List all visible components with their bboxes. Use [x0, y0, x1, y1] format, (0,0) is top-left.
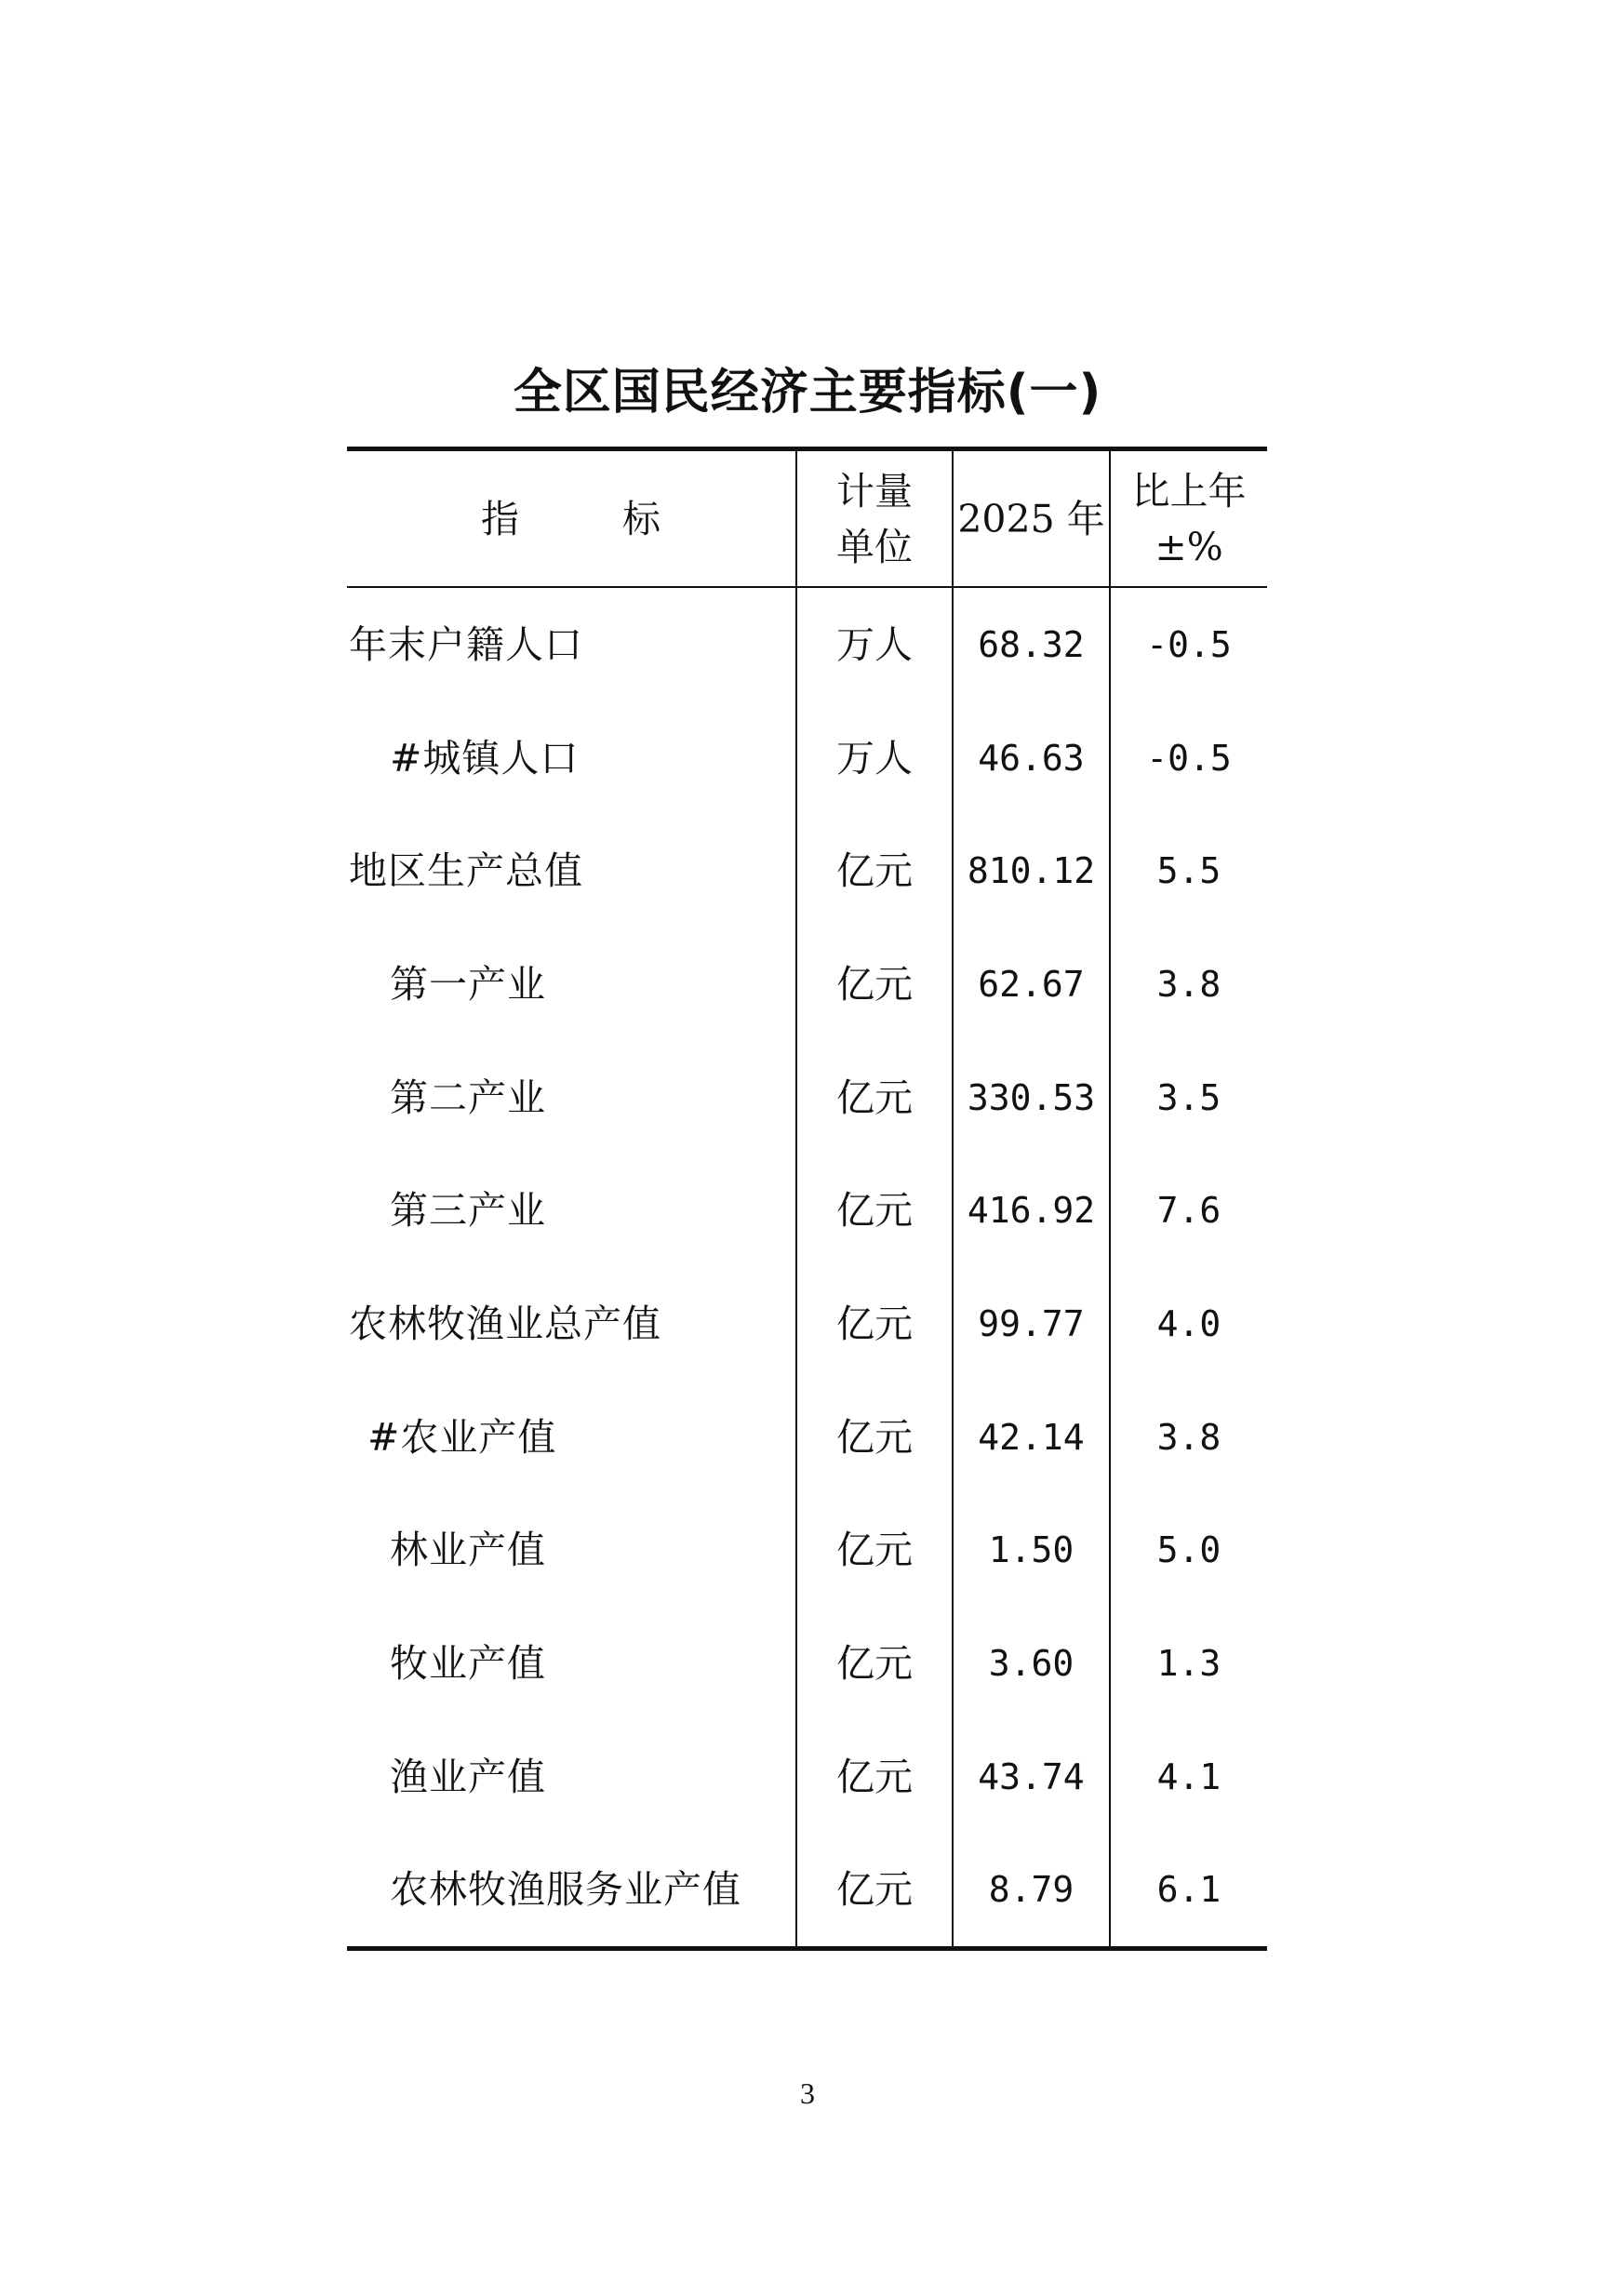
- header-value: 2025 年: [953, 449, 1110, 588]
- row-value: 8.79: [953, 1834, 1110, 1949]
- page-title: 全区国民经济主要指标(一): [513, 364, 1102, 420]
- row-value: 416.92: [953, 1154, 1110, 1267]
- header-unit-line-1: 计量: [836, 468, 913, 514]
- table-row: [347, 1267, 1267, 1381]
- table-row: [347, 1834, 1267, 1949]
- row-change: 1.3: [1110, 1607, 1267, 1720]
- row-label: 渔业产值: [390, 1754, 546, 1799]
- row-label: 地区生产总值: [349, 848, 583, 894]
- row-unit: 亿元: [796, 1607, 953, 1720]
- row-unit: 亿元: [796, 1267, 953, 1381]
- row-unit: 亿元: [796, 1720, 953, 1834]
- row-label: 农林牧渔业总产值: [349, 1301, 661, 1346]
- row-label: 第二产业: [390, 1075, 546, 1120]
- header-unit-line-2: 单位: [836, 524, 913, 569]
- header-unit: [796, 449, 953, 588]
- table-row: [347, 1154, 1267, 1267]
- header-indicator-part-1: 指: [481, 496, 520, 541]
- header-indicator: [347, 449, 796, 588]
- row-unit: 亿元: [796, 1834, 953, 1949]
- table-row: [347, 928, 1267, 1041]
- header-change: [1110, 449, 1267, 588]
- table-row: [347, 701, 1267, 815]
- row-unit: 亿元: [796, 814, 953, 928]
- row-change: 3.8: [1110, 1381, 1267, 1494]
- row-change: -0.5: [1110, 701, 1267, 815]
- row-label: 林业产值: [390, 1528, 546, 1573]
- row-unit: 万人: [796, 587, 953, 701]
- page-number: 3: [800, 2076, 815, 2110]
- row-change: 5.5: [1110, 814, 1267, 928]
- row-change: 5.0: [1110, 1494, 1267, 1608]
- row-value: 330.53: [953, 1041, 1110, 1155]
- header-indicator-part-2: 标: [622, 496, 661, 541]
- row-value: 810.12: [953, 814, 1110, 928]
- header-change-line-1: 比上年: [1131, 468, 1247, 514]
- row-value: 42.14: [953, 1381, 1110, 1494]
- indicators-table-container: [347, 447, 1267, 1951]
- row-label: #城镇人口: [390, 735, 580, 781]
- row-value: 46.63: [953, 701, 1110, 815]
- header-change-line-2: ±%: [1155, 524, 1223, 569]
- row-unit: 亿元: [796, 1381, 953, 1494]
- row-value: 43.74: [953, 1720, 1110, 1834]
- table-row: [347, 587, 1267, 701]
- row-unit: 亿元: [796, 1154, 953, 1267]
- row-value: 62.67: [953, 928, 1110, 1041]
- row-change: 4.1: [1110, 1720, 1267, 1834]
- row-change: 4.0: [1110, 1267, 1267, 1381]
- row-label: 农林牧渔服务业产值: [390, 1867, 741, 1913]
- row-change: 3.8: [1110, 928, 1267, 1041]
- row-change: 6.1: [1110, 1834, 1267, 1949]
- row-unit: 万人: [796, 701, 953, 815]
- row-value: 3.60: [953, 1607, 1110, 1720]
- row-change: 7.6: [1110, 1154, 1267, 1267]
- row-change: 3.5: [1110, 1041, 1267, 1155]
- row-value: 1.50: [953, 1494, 1110, 1608]
- table-row: [347, 1720, 1267, 1834]
- table-row: [347, 1381, 1267, 1494]
- table-row: [347, 814, 1267, 928]
- table-body: [347, 587, 1267, 1949]
- row-label: #农业产值: [367, 1414, 557, 1460]
- indicators-table: [347, 447, 1267, 1951]
- row-label: 第三产业: [390, 1188, 546, 1234]
- row-label: 年末户籍人口: [349, 621, 583, 667]
- table-header: [347, 449, 1267, 588]
- row-unit: 亿元: [796, 1041, 953, 1155]
- row-label: 牧业产值: [390, 1641, 546, 1687]
- row-unit: 亿元: [796, 928, 953, 1041]
- header-row: [347, 449, 1267, 588]
- row-change: -0.5: [1110, 587, 1267, 701]
- table-row: [347, 1041, 1267, 1155]
- row-value: 99.77: [953, 1267, 1110, 1381]
- row-unit: 亿元: [796, 1494, 953, 1608]
- row-value: 68.32: [953, 587, 1110, 701]
- row-label: 第一产业: [390, 961, 546, 1007]
- table-row: [347, 1607, 1267, 1720]
- table-row: [347, 1494, 1267, 1608]
